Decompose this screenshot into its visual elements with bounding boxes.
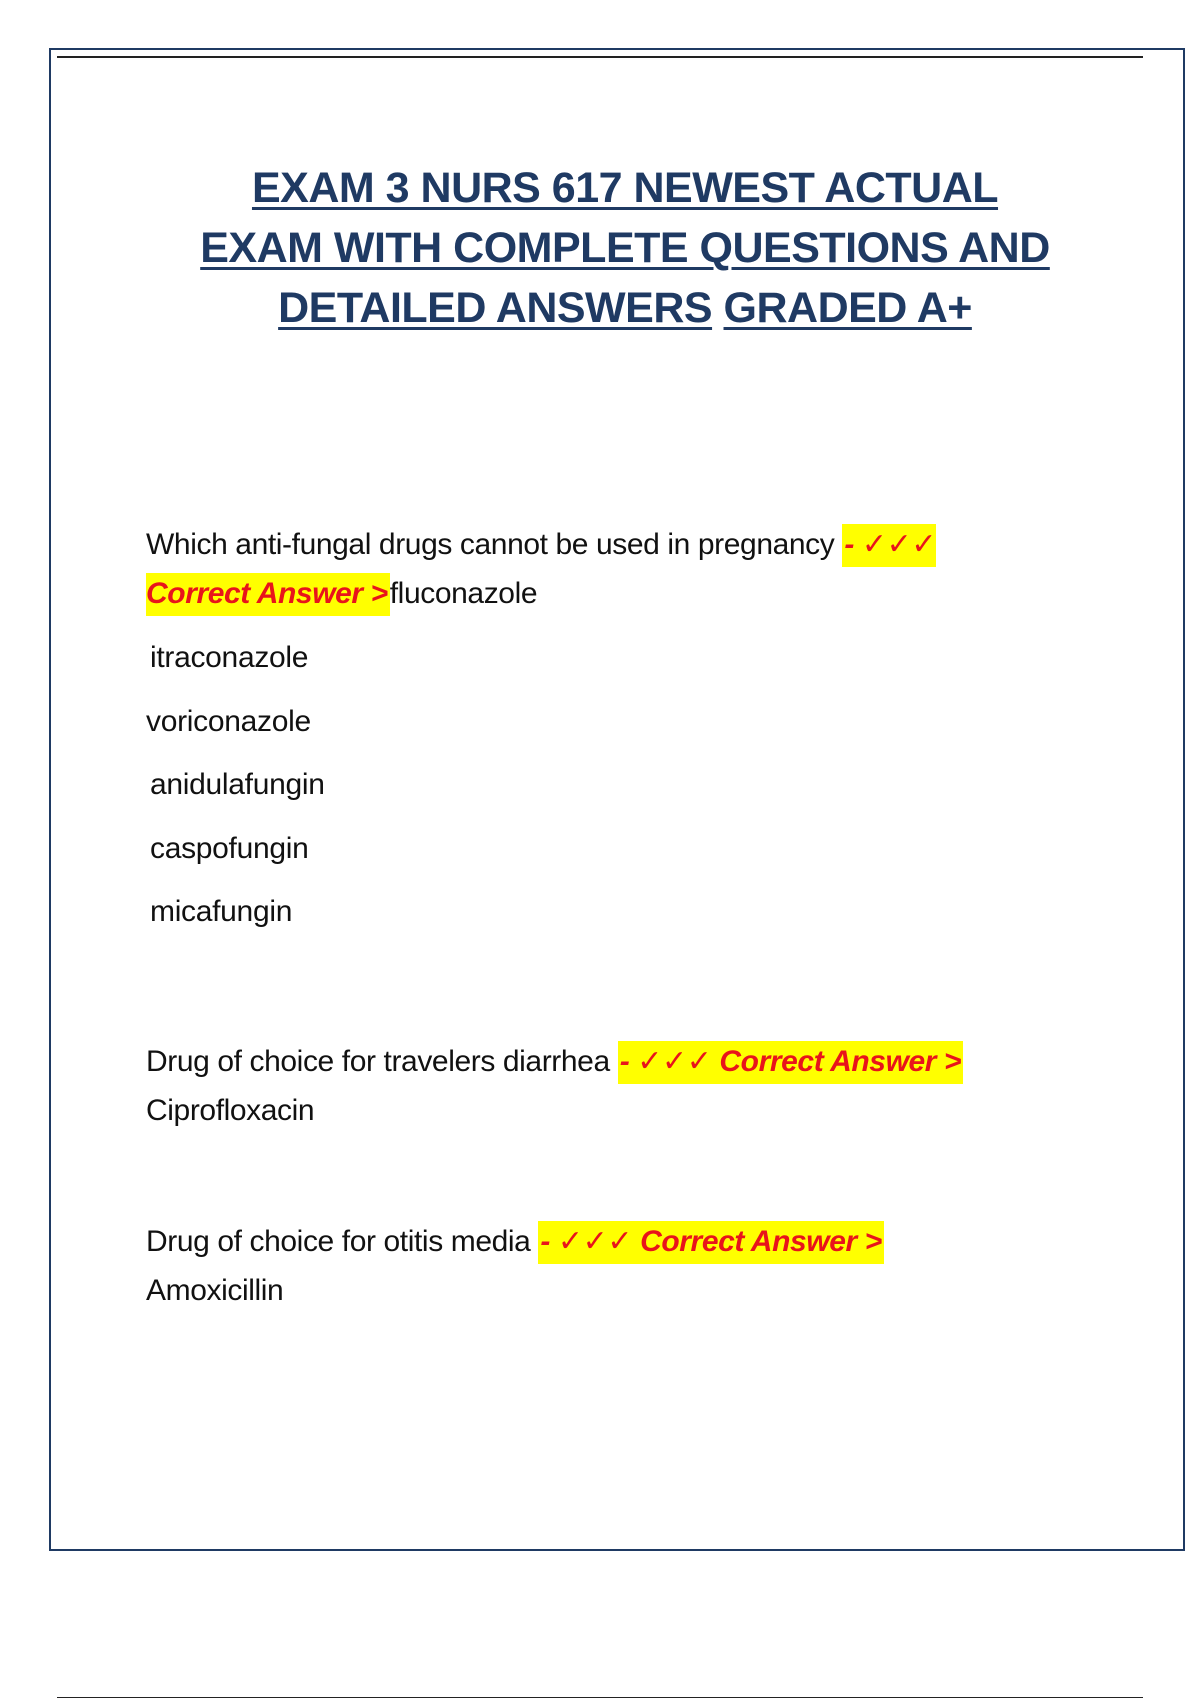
- question-text: Which anti-fungal drugs cannot be used in pregnancy: [146, 528, 835, 561]
- title-line-3b: GRADED A+: [723, 284, 972, 332]
- question-block-2: [146, 1037, 1076, 1135]
- document-title: [130, 158, 1120, 338]
- answer-option: anidulafungin: [150, 768, 325, 801]
- title-line-2: EXAM WITH COMPLETE QUESTIONS AND: [200, 224, 1050, 272]
- footer-rule: [57, 1697, 1143, 1698]
- checkmark-icon: ✓✓✓: [637, 1045, 712, 1078]
- answer-text: Ciprofloxacin: [146, 1094, 315, 1127]
- title-line-1: EXAM 3 NURS 617 NEWEST ACTUAL: [251, 164, 999, 212]
- answer-marker: [538, 1221, 883, 1264]
- marker-dash: -: [540, 1225, 550, 1258]
- answer-text: fluconazole: [389, 577, 538, 610]
- question-block-3: [146, 1217, 1076, 1315]
- marker-dash: -: [844, 528, 854, 561]
- answer-option: itraconazole: [150, 641, 309, 674]
- answer-label: Correct Answer >: [640, 1225, 882, 1258]
- answer-option: voriconazole: [146, 705, 311, 738]
- answer-marker: [618, 1041, 963, 1084]
- question-text: Drug of choice for travelers diarrhea: [146, 1045, 610, 1078]
- header-rule: [57, 56, 1143, 58]
- answer-label: Correct Answer >: [146, 577, 388, 610]
- marker-dash: -: [619, 1045, 630, 1078]
- answer-text: Amoxicillin: [146, 1274, 284, 1307]
- question-text: Drug of choice for otitis media: [146, 1225, 531, 1258]
- answer-label: Correct Answer >: [719, 1045, 962, 1078]
- answer-option: micafungin: [150, 895, 293, 928]
- title-line-3: DETAILED ANSWERS: [278, 284, 713, 332]
- checkmark-icon: ✓✓✓: [861, 528, 937, 561]
- question-block-1: [146, 520, 1076, 618]
- checkmark-icon: ✓✓✓: [557, 1225, 633, 1258]
- answer-option: caspofungin: [150, 832, 309, 865]
